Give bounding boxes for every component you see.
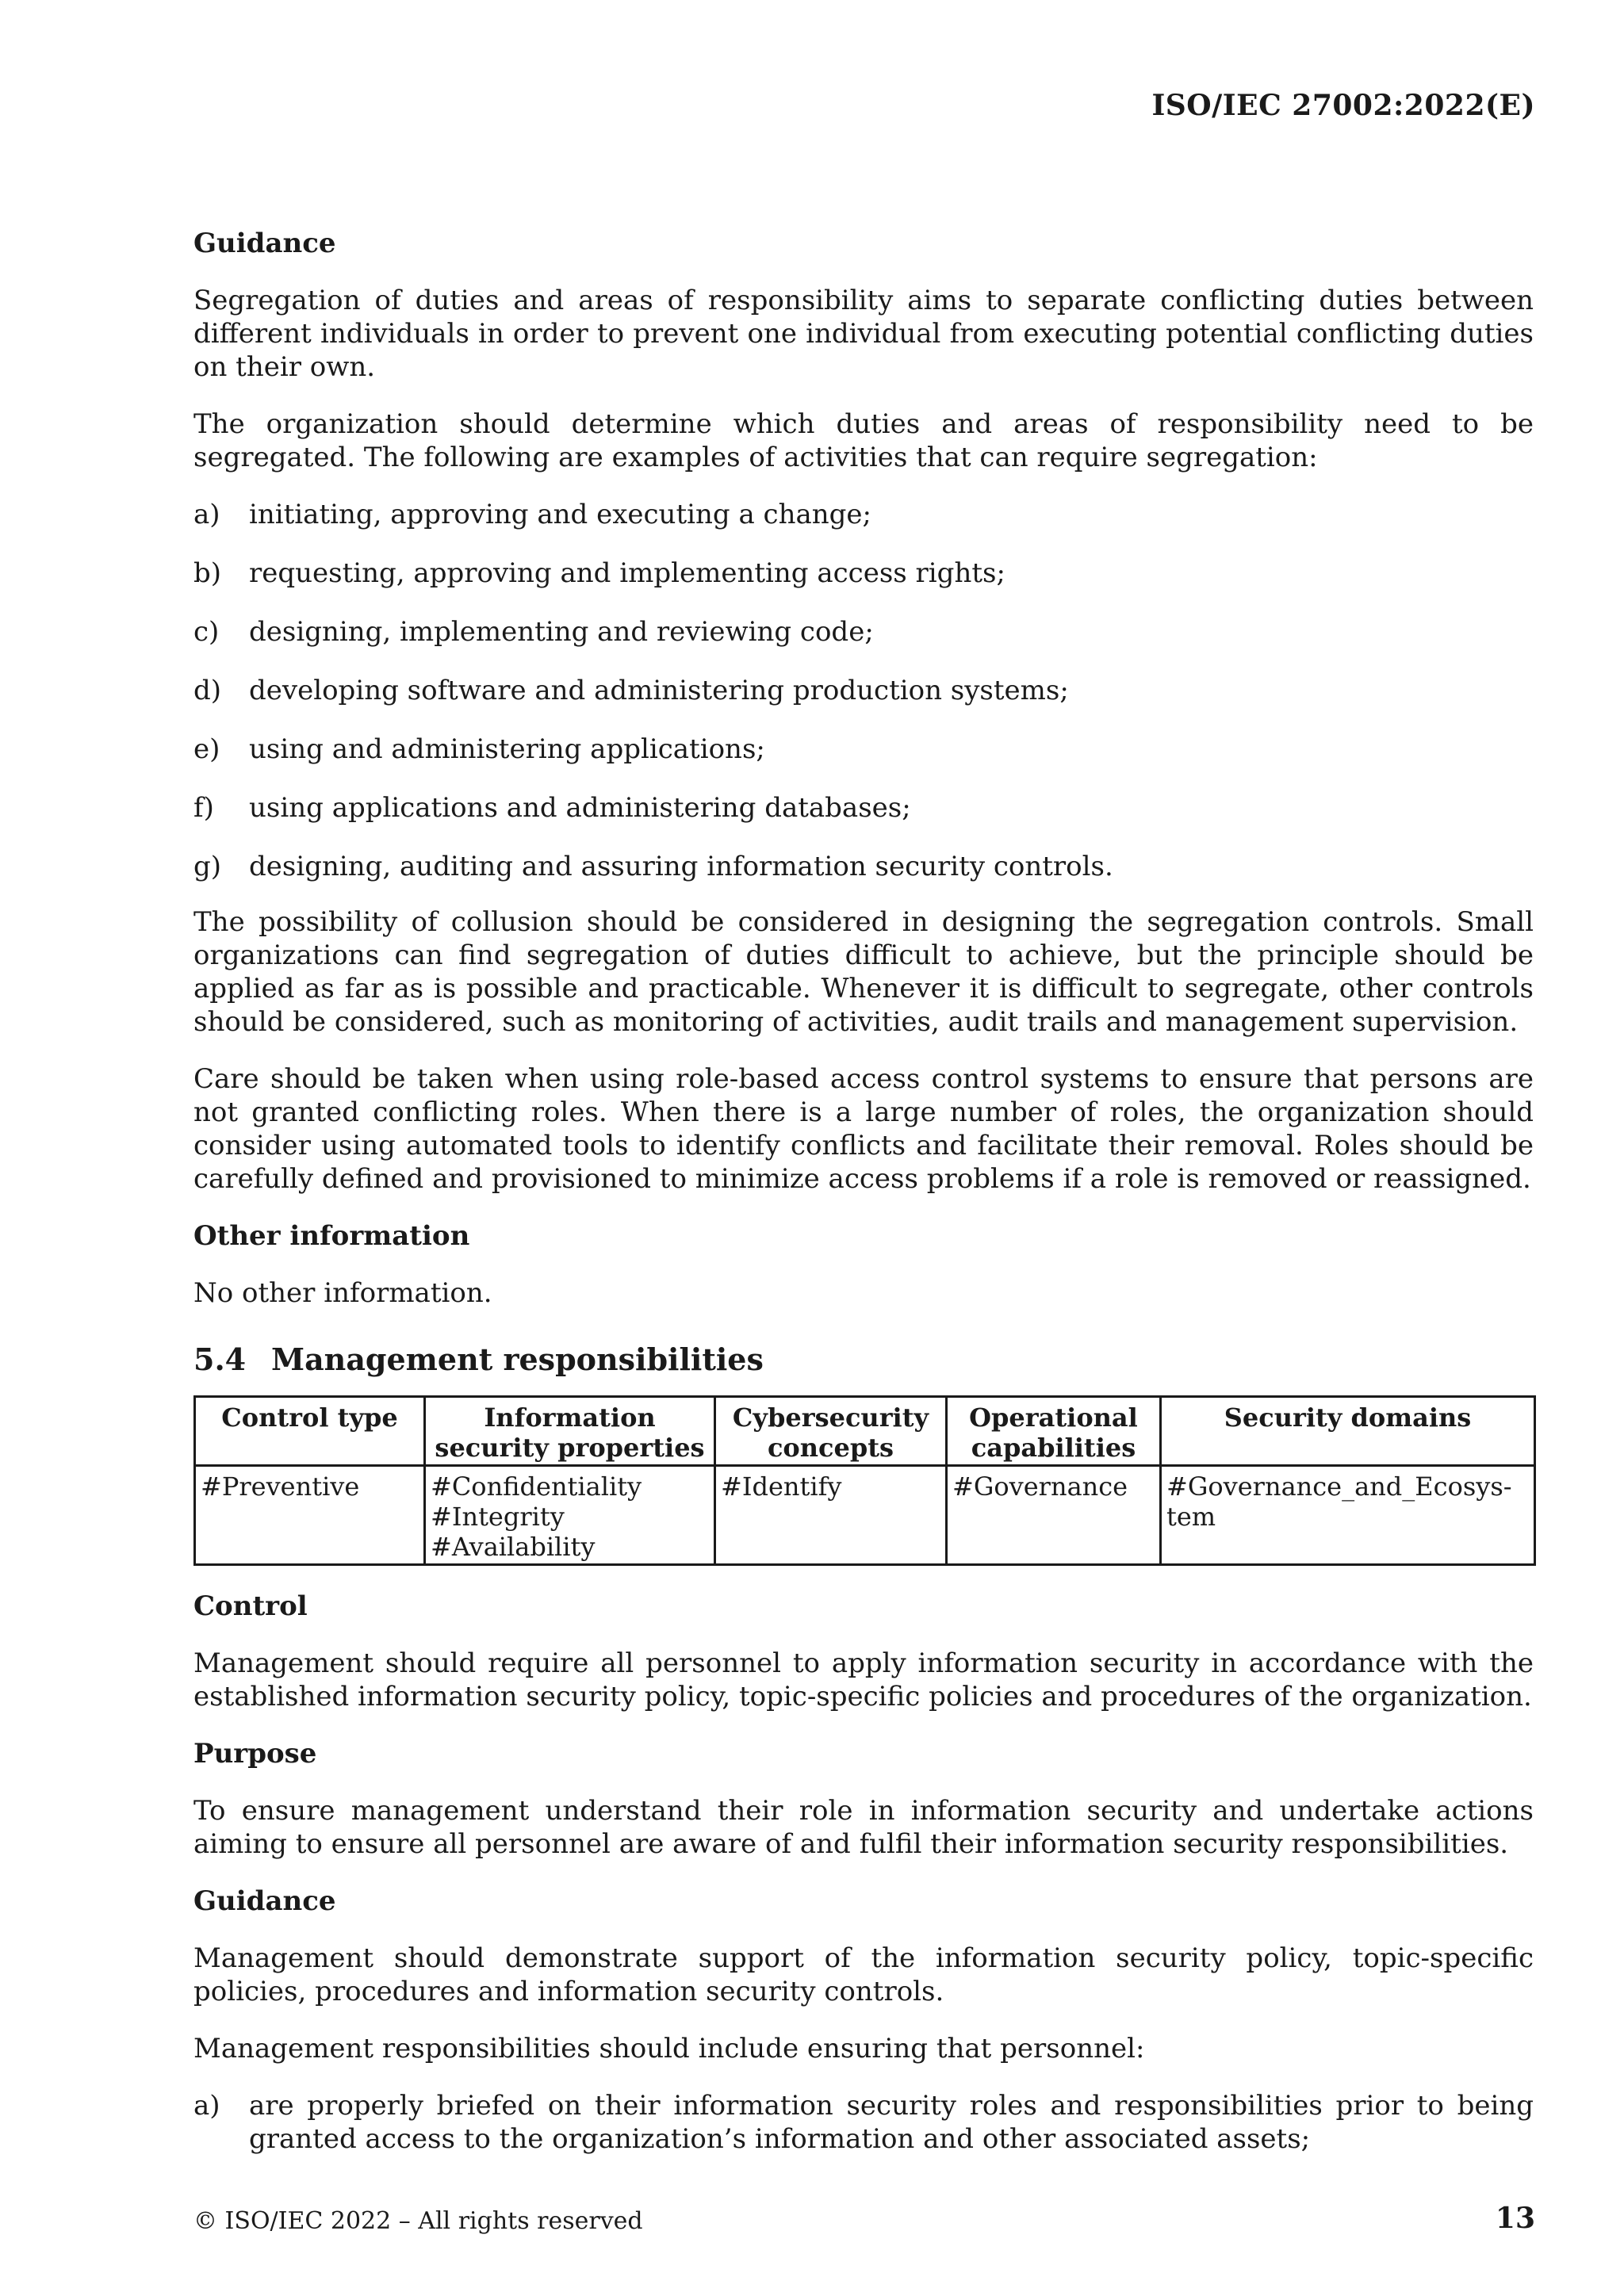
- list-item-label: e): [193, 733, 220, 765]
- other-information-heading: Other information: [193, 1220, 470, 1252]
- header-operational-capabilities: Operational capabilities: [947, 1397, 1161, 1466]
- guidance-heading-prev: Guidance: [193, 228, 336, 259]
- list-item: [193, 2089, 1534, 2156]
- other-information-text: No other information.: [193, 1277, 492, 1309]
- copyright-notice: © ISO/IEC 2022 – All rights reserved: [193, 2207, 643, 2235]
- list-item-label: g): [193, 851, 222, 882]
- control-heading: Control: [193, 1590, 308, 1622]
- guidance-paragraph-1: Segregation of duties and areas of responsibility aims to separate conflicting duties between different individuals in order to prevent one individual from executing potential conflicting duties on their own.: [193, 285, 1534, 383]
- list-item-text: are properly briefed on their information security roles and responsibilities prior to being granted access to the organization’s information and other associated assets;: [249, 2090, 1534, 2155]
- standard-identifier: ISO/IEC 27002:2022(E): [1151, 89, 1535, 122]
- list-item-label: f): [193, 792, 214, 824]
- cell-control-type: #Preventive: [195, 1466, 425, 1565]
- guidance-text-2: Management responsibilities should include ensuring that personnel:: [193, 2033, 1145, 2064]
- purpose-heading: Purpose: [193, 1738, 317, 1770]
- section-title-text: Management responsibilities: [271, 1341, 764, 1377]
- list-item: [193, 733, 1534, 766]
- list-item-text: requesting, approving and implementing access rights;: [249, 557, 1005, 589]
- list-item-label: a): [193, 2090, 220, 2122]
- guidance-paragraph-4: Care should be taken when using role-based access control systems to ensure that persons are not granted conflicting roles. When there is a large number of roles, the organization should consider using automated tools to identify conflicts and facilitate their removal. Roles should be carefully defined and provisioned to minimize access problems if a role is removed or reassigned.: [193, 1063, 1534, 1195]
- header-security-properties: Information security properties: [425, 1397, 715, 1466]
- guidance-paragraph-3: The possibility of collusion should be considered in designing the segregation controls. Small organizations can find segregation of duties difficult to achieve, but the principle should be applied as far as is possible and practicable. Whenever it is difficult to segregate, other controls should be considered, such as monitoring of activities, audit trails and management supervision.: [193, 906, 1534, 1038]
- list-item-text: initiating, approving and executing a change;: [249, 499, 871, 530]
- cell-operational-capabilities: #Governance: [947, 1466, 1161, 1565]
- list-item: [193, 498, 1534, 531]
- list-item-text: developing software and administering production systems;: [249, 675, 1069, 706]
- list-item-text: designing, implementing and reviewing code;: [249, 616, 874, 648]
- list-item: [193, 791, 1534, 825]
- guidance-text-1: Management should demonstrate support of the information security policy, topic-specific policies, procedures and information security controls.: [193, 1942, 1534, 2007]
- list-item-label: c): [193, 616, 220, 648]
- management-responsibilities-list: [193, 2089, 1534, 2156]
- list-item: [193, 615, 1534, 649]
- page-number: 13: [1495, 2202, 1535, 2235]
- list-item: [193, 557, 1534, 590]
- list-item-label: d): [193, 675, 222, 706]
- list-item-label: a): [193, 499, 220, 530]
- list-item-text: designing, auditing and assuring information security controls.: [249, 851, 1113, 882]
- purpose-text: To ensure management understand their role in information security and undertake actions aiming to ensure all personnel are aware of and fulfil their information security responsibilities.: [193, 1795, 1534, 1860]
- list-item-label: b): [193, 557, 222, 589]
- cell-security-domains: #Governance_and_Ecosys- tem: [1161, 1466, 1535, 1565]
- header-cybersecurity-concepts: Cybersecurity concepts: [715, 1397, 947, 1466]
- list-item: [193, 674, 1534, 707]
- cell-cybersecurity-concepts: #Identify: [715, 1466, 947, 1565]
- list-item: [193, 850, 1534, 883]
- cell-security-properties: #Confidentiality #Integrity #Availability: [425, 1466, 715, 1565]
- list-item-text: using applications and administering databases;: [249, 792, 911, 824]
- guidance-heading: Guidance: [193, 1885, 336, 1917]
- table-row: [195, 1466, 1535, 1565]
- guidance-paragraph-2: The organization should determine which duties and areas of responsibility need to be segregated. The following are examples of activities that can require segregation:: [193, 408, 1534, 473]
- header-security-domains: Security domains: [1161, 1397, 1535, 1466]
- page-content: [193, 227, 1534, 2181]
- control-text: Management should require all personnel to apply information security in accordance with the established information security policy, topic-specific policies and procedures of the organization.: [193, 1647, 1534, 1712]
- segregation-activities-list: [193, 498, 1534, 883]
- attributes-table: [193, 1395, 1536, 1566]
- section-title: [193, 1341, 1534, 1378]
- section-number: 5.4: [193, 1341, 247, 1377]
- header-control-type: Control type: [195, 1397, 425, 1466]
- list-item-text: using and administering applications;: [249, 733, 765, 765]
- table-header-row: [195, 1397, 1535, 1466]
